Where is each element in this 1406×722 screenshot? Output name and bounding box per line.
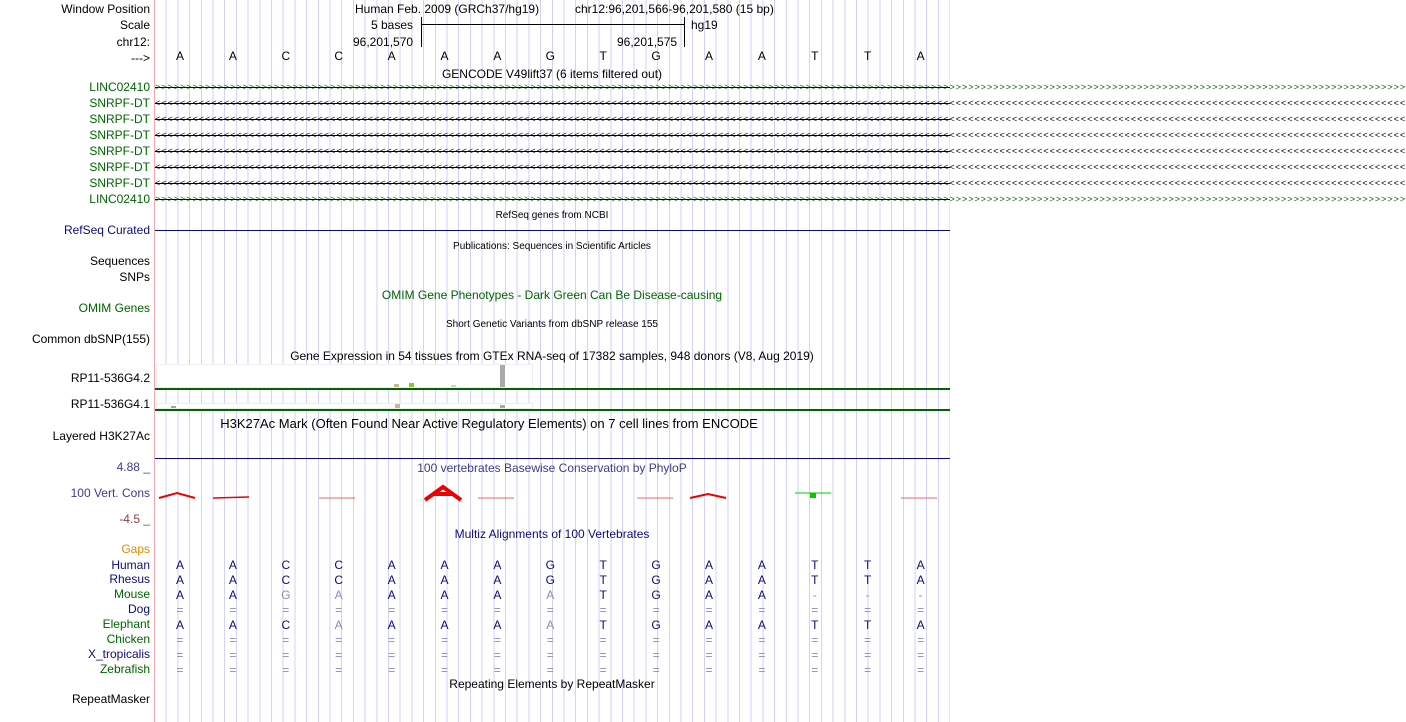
- alignment-base: A: [546, 618, 555, 632]
- alignment-base: =: [705, 633, 713, 647]
- gtex-bar: [451, 385, 456, 387]
- track-display[interactable]: [155, 0, 1406, 722]
- gtex-bar: [171, 406, 176, 408]
- alignment-base: =: [864, 603, 872, 617]
- alignment-base: A: [493, 558, 502, 572]
- alignment-base: =: [917, 663, 925, 677]
- alignment-base: A: [175, 618, 185, 632]
- track-label[interactable]: RefSeq Curated: [63, 223, 150, 237]
- track-label[interactable]: Dog: [127, 602, 150, 616]
- alignment-base: =: [599, 633, 607, 647]
- alignment-base: =: [705, 663, 713, 677]
- alignment-base: A: [334, 588, 343, 602]
- alignment-base: A: [916, 573, 925, 587]
- gene-feature[interactable]: >>>>>>>>>>>>>>>>>>>>>>>>>>>>>>>>>>>>>>>>>>>>>>>>>>>>>>>>>>>>>>>>>>>>>>>>>>>>>>>>>>>>>>>>>>>>>>>>>>>>>>>>>>>>>>>>>>>>>>>>>>>>>>>>>>>>>>>>>>>>>>>>>>>>>>>>>>>>>>>>>>>>>>>>>>>>>>>>>>>>>>>>>>>>>>>>>>>>>>>>: [155, 194, 1406, 204]
- alignment-base: G: [651, 558, 661, 572]
- base: A: [493, 49, 502, 63]
- alignment-base: =: [546, 633, 554, 647]
- refseq-line[interactable]: [155, 230, 950, 231]
- alignment-base: A: [704, 558, 714, 572]
- alignment-base: G: [651, 588, 661, 602]
- alignment-base: =: [811, 648, 819, 662]
- refseq-title: RefSeq genes from NCBI: [495, 210, 609, 221]
- alignment-base: =: [388, 663, 396, 677]
- alignment-base: =: [599, 648, 607, 662]
- alignment-base: =: [282, 633, 290, 647]
- gtex-plot-1[interactable]: [156, 364, 533, 388]
- alignment-base: A: [493, 588, 502, 602]
- alignment-base: G: [545, 573, 555, 587]
- phylop-title: 100 vertebrates Basewise Conservation by PhyloP: [417, 461, 687, 475]
- alignment-base: =: [917, 648, 925, 662]
- pubs-title: Publications: Sequences in Scientific Articles: [453, 241, 651, 252]
- alignment-base: T: [599, 618, 607, 632]
- track-label[interactable]: SNRPF-DT: [89, 176, 150, 190]
- base: C: [334, 49, 344, 63]
- alignment-base: =: [652, 648, 660, 662]
- track-label[interactable]: SNPs: [119, 270, 150, 284]
- alignment-base: =: [758, 648, 766, 662]
- alignment-base: A: [757, 588, 766, 602]
- base: G: [545, 49, 555, 63]
- base: T: [811, 49, 819, 63]
- gene-feature[interactable]: <<<<<<<<<<<<<<<<<<<<<<<<<<<<<<<<<<<<<<<<<<<<<<<<<<<<<<<<<<<<<<<<<<<<<<<<<<<<<<<<<<<<<<<<<<<<<<<<<<<<<<<<<<<<<<<<<<<<<<<<<<<<<<<<<<<<<<<<<<<<<<<<<<<<<<<<<<<<<<<<<<<<<<<<<<<<<<<<<<<<<<<<<<<<<<<<<<<<<<<<: [155, 114, 1406, 124]
- alignment-base: A: [387, 573, 396, 587]
- alignment-base: A: [175, 573, 185, 587]
- alignment-base: =: [335, 603, 343, 617]
- alignment-base: T: [599, 573, 607, 587]
- track-label[interactable]: Zebrafish: [99, 662, 150, 676]
- alignment-base: G: [545, 558, 555, 572]
- alignment-base: =: [176, 663, 184, 677]
- gtex-bar: [395, 404, 400, 408]
- alignment-base: =: [599, 603, 607, 617]
- alignment-base: G: [651, 573, 661, 587]
- alignment-base: A: [440, 588, 449, 602]
- alignment-base: =: [758, 603, 766, 617]
- base: C: [281, 49, 291, 63]
- h3k27ac-baseline: [155, 458, 950, 459]
- alignment-base: =: [546, 663, 554, 677]
- alignment-base: C: [281, 558, 291, 572]
- alignment-base: =: [440, 633, 449, 647]
- track-label[interactable]: --->: [131, 51, 150, 65]
- alignment-base: =: [758, 633, 766, 647]
- alignment-base: =: [493, 663, 501, 677]
- track-label[interactable]: OMIM Genes: [78, 301, 150, 315]
- alignment-base: A: [704, 588, 714, 602]
- alignment-base: T: [864, 618, 872, 632]
- alignment-base: =: [176, 648, 184, 662]
- alignment-base: =: [864, 663, 872, 677]
- alignment-base: =: [546, 648, 554, 662]
- base: A: [228, 49, 237, 63]
- gene-feature[interactable]: <<<<<<<<<<<<<<<<<<<<<<<<<<<<<<<<<<<<<<<<<<<<<<<<<<<<<<<<<<<<<<<<<<<<<<<<<<<<<<<<<<<<<<<<<<<<<<<<<<<<<<<<<<<<<<<<<<<<<<<<<<<<<<<<<<<<<<<<<<<<<<<<<<<<<<<<<<<<<<<<<<<<<<<<<<<<<<<<<<<<<<<<<<<<<<<<<<<<<<<<: [155, 130, 1406, 140]
- alignment-base: T: [599, 588, 607, 602]
- coord-right: 96,201,575: [617, 35, 678, 49]
- alignment-base: A: [334, 618, 343, 632]
- track-label[interactable]: SNRPF-DT: [89, 96, 150, 110]
- base: G: [651, 49, 661, 63]
- alignment-base: =: [652, 663, 660, 677]
- phylop-plot[interactable]: [155, 480, 950, 505]
- alignment-base: A: [387, 558, 396, 572]
- alignment-base: A: [704, 573, 714, 587]
- alignment-base: =: [811, 633, 819, 647]
- alignment-base: A: [228, 618, 237, 632]
- coord-left: 96,201,570: [353, 35, 414, 49]
- scale-tick-right: [684, 17, 685, 47]
- alignment-base: =: [440, 648, 449, 662]
- track-label[interactable]: -4.5 _: [119, 512, 150, 526]
- gtex-title: Gene Expression in 54 tissues from GTEx RNA-seq of 17382 samples, 948 donors (V8, Aug 2019): [290, 349, 814, 363]
- alignment-base: =: [229, 648, 237, 662]
- alignment-base: C: [281, 618, 291, 632]
- track-label[interactable]: Layered H3K27Ac: [52, 429, 150, 443]
- scale-label: 5 bases: [371, 18, 414, 32]
- gencode-title: GENCODE V49lift37 (6 items filtered out): [441, 67, 663, 81]
- alignment-base: =: [229, 663, 237, 677]
- alignment-base: =: [493, 648, 501, 662]
- alignment-base: =: [493, 633, 501, 647]
- gtex-separator: [155, 388, 950, 390]
- alignment-base: =: [176, 633, 184, 647]
- scale-bar: [421, 24, 685, 25]
- alignment-base: A: [228, 573, 237, 587]
- track-label[interactable]: LINC02410: [89, 80, 150, 94]
- alignment-base: =: [652, 603, 660, 617]
- alignment-base: =: [652, 633, 660, 647]
- alignment-base: C: [334, 573, 344, 587]
- gtex-bar: [409, 383, 414, 387]
- base: A: [175, 49, 185, 63]
- track-label[interactable]: Chicken: [106, 632, 150, 646]
- alignment-base: =: [599, 663, 607, 677]
- rmsk-title: Repeating Elements by RepeatMasker: [449, 677, 655, 691]
- alignment-base: T: [811, 558, 819, 572]
- gene-feature[interactable]: <<<<<<<<<<<<<<<<<<<<<<<<<<<<<<<<<<<<<<<<<<<<<<<<<<<<<<<<<<<<<<<<<<<<<<<<<<<<<<<<<<<<<<<<<<<<<<<<<<<<<<<<<<<<<<<<<<<<<<<<<<<<<<<<<<<<<<<<<<<<<<<<<<<<<<<<<<<<<<<<<<<<<<<<<<<<<<<<<<<<<<<<<<<<<<<<<<<<<<<<: [155, 162, 1406, 172]
- track-label[interactable]: Mouse: [113, 587, 150, 601]
- alignment-base: -: [812, 588, 817, 602]
- alignment-base: =: [282, 603, 290, 617]
- gene-feature[interactable]: <<<<<<<<<<<<<<<<<<<<<<<<<<<<<<<<<<<<<<<<<<<<<<<<<<<<<<<<<<<<<<<<<<<<<<<<<<<<<<<<<<<<<<<<<<<<<<<<<<<<<<<<<<<<<<<<<<<<<<<<<<<<<<<<<<<<<<<<<<<<<<<<<<<<<<<<<<<<<<<<<<<<<<<<<<<<<<<<<<<<<<<<<<<<<<<<<<<<<<<<: [155, 178, 1406, 188]
- gene-feature[interactable]: >>>>>>>>>>>>>>>>>>>>>>>>>>>>>>>>>>>>>>>>>>>>>>>>>>>>>>>>>>>>>>>>>>>>>>>>>>>>>>>>>>>>>>>>>>>>>>>>>>>>>>>>>>>>>>>>>>>>>>>>>>>>>>>>>>>>>>>>>>>>>>>>>>>>>>>>>>>>>>>>>>>>>>>>>>>>>>>>>>>>>>>>>>>>>>>>>>>>>>>>: [155, 82, 1406, 92]
- track-label[interactable]: RepeatMasker: [71, 692, 150, 706]
- gtex-bar: [394, 384, 399, 387]
- alignment-base: C: [334, 558, 344, 572]
- track-label[interactable]: X_tropicalis: [87, 647, 150, 661]
- alignment-base: =: [229, 603, 237, 617]
- alignment-base: =: [493, 603, 501, 617]
- track-label[interactable]: LINC02410: [89, 192, 150, 206]
- alignment-base: T: [811, 618, 819, 632]
- alignment-base: A: [175, 588, 185, 602]
- alignment-base: A: [916, 558, 925, 572]
- alignment-base: =: [758, 663, 766, 677]
- alignment-base: -: [918, 588, 923, 602]
- alignment-base: =: [917, 633, 925, 647]
- alignment-base: =: [176, 603, 184, 617]
- alignment-base: =: [282, 663, 290, 677]
- alignment-base: A: [440, 573, 449, 587]
- gene-feature[interactable]: <<<<<<<<<<<<<<<<<<<<<<<<<<<<<<<<<<<<<<<<<<<<<<<<<<<<<<<<<<<<<<<<<<<<<<<<<<<<<<<<<<<<<<<<<<<<<<<<<<<<<<<<<<<<<<<<<<<<<<<<<<<<<<<<<<<<<<<<<<<<<<<<<<<<<<<<<<<<<<<<<<<<<<<<<<<<<<<<<<<<<<<<<<<<<<<<<<<<<<<<: [155, 98, 1406, 108]
- gene-feature[interactable]: <<<<<<<<<<<<<<<<<<<<<<<<<<<<<<<<<<<<<<<<<<<<<<<<<<<<<<<<<<<<<<<<<<<<<<<<<<<<<<<<<<<<<<<<<<<<<<<<<<<<<<<<<<<<<<<<<<<<<<<<<<<<<<<<<<<<<<<<<<<<<<<<<<<<<<<<<<<<<<<<<<<<<<<<<<<<<<<<<<<<<<<<<<<<<<<<<<<<<<<<: [155, 146, 1406, 156]
- h3k27ac-title: H3K27Ac Mark (Often Found Near Active Regulatory Elements) on 7 cell lines from ENCODE: [220, 416, 758, 431]
- base: A: [704, 49, 714, 63]
- multiz-title: Multiz Alignments of 100 Vertebrates: [454, 527, 650, 541]
- track-label[interactable]: 4.88 _: [116, 460, 150, 474]
- alignment-base: A: [493, 573, 502, 587]
- track-label[interactable]: RP11-536G4.1: [70, 397, 150, 411]
- alignment-base: =: [282, 648, 290, 662]
- omim-title: OMIM Gene Phenotypes - Dark Green Can Be Disease-causing: [381, 288, 723, 302]
- alignment-base: A: [440, 558, 449, 572]
- alignment-base: -: [865, 588, 870, 602]
- dbsnp-title: Short Genetic Variants from dbSNP release 155: [446, 319, 658, 330]
- alignment-base: A: [387, 618, 396, 632]
- alignment-base: T: [864, 573, 872, 587]
- base: A: [387, 49, 396, 63]
- alignment-base: A: [493, 618, 502, 632]
- alignment-base: A: [228, 558, 237, 572]
- alignment-base: A: [916, 618, 925, 632]
- track-label[interactable]: Window Position: [61, 2, 150, 16]
- base: A: [757, 49, 766, 63]
- track-label[interactable]: Sequences: [89, 254, 150, 268]
- base: A: [440, 49, 449, 63]
- gtex-bar: [500, 405, 505, 408]
- alignment-base: =: [546, 603, 554, 617]
- alignment-base: G: [651, 618, 661, 632]
- track-label[interactable]: SNRPF-DT: [89, 128, 150, 142]
- alignment-base: =: [229, 633, 237, 647]
- alignment-base: G: [281, 588, 291, 602]
- track-label[interactable]: SNRPF-DT: [89, 144, 150, 158]
- alignment-base: =: [811, 663, 819, 677]
- alignment-base: =: [335, 648, 343, 662]
- alignment-base: =: [388, 648, 396, 662]
- alignment-base: A: [228, 588, 237, 602]
- alignment-base: T: [811, 573, 819, 587]
- track-label[interactable]: Gaps: [121, 542, 150, 556]
- base: T: [599, 49, 607, 63]
- alignment-base: T: [599, 558, 607, 572]
- alignment-base: A: [704, 618, 714, 632]
- track-label[interactable]: Human: [111, 558, 150, 572]
- alignment-base: A: [440, 618, 449, 632]
- alignment-base: T: [864, 558, 872, 572]
- base: T: [864, 49, 872, 63]
- track-label[interactable]: chr12:: [116, 35, 150, 49]
- alignment-base: A: [546, 588, 555, 602]
- db-label: hg19: [691, 18, 718, 32]
- alignment-base: =: [440, 663, 449, 677]
- track-labels-panel: [0, 0, 155, 722]
- alignment-base: =: [335, 663, 343, 677]
- alignment-base: =: [811, 603, 819, 617]
- alignment-base: =: [388, 633, 396, 647]
- alignment-base: =: [705, 648, 713, 662]
- alignment-base: C: [281, 573, 291, 587]
- alignment-base: =: [335, 633, 343, 647]
- track-label[interactable]: Scale: [119, 18, 150, 32]
- track-label[interactable]: RP11-536G4.2: [70, 371, 150, 385]
- alignment-base: =: [440, 603, 449, 617]
- gtex-bar: [500, 365, 505, 387]
- alignment-base: A: [757, 573, 766, 587]
- alignment-base: =: [864, 633, 872, 647]
- alignment-base: A: [387, 588, 396, 602]
- alignment-base: =: [705, 603, 713, 617]
- assembly-label: Human Feb. 2009 (GRCh37/hg19): [355, 2, 540, 16]
- base: A: [916, 49, 925, 63]
- alignment-base: A: [757, 618, 766, 632]
- alignment-base: =: [864, 648, 872, 662]
- scale-tick-left: [421, 17, 422, 47]
- track-label[interactable]: Rhesus: [109, 572, 150, 586]
- gtex-separator: [155, 409, 950, 411]
- track-label[interactable]: Elephant: [102, 617, 150, 631]
- track-label[interactable]: SNRPF-DT: [89, 112, 150, 126]
- track-label[interactable]: 100 Vert. Cons: [70, 486, 150, 500]
- track-label[interactable]: SNRPF-DT: [89, 160, 150, 174]
- alignment-base: =: [917, 603, 925, 617]
- alignment-base: A: [757, 558, 766, 572]
- track-label[interactable]: Common dbSNP(155): [31, 332, 150, 346]
- alignment-base: =: [388, 603, 396, 617]
- position-label: chr12:96,201,566-96,201,580 (15 bp): [575, 2, 774, 16]
- alignment-base: A: [175, 558, 185, 572]
